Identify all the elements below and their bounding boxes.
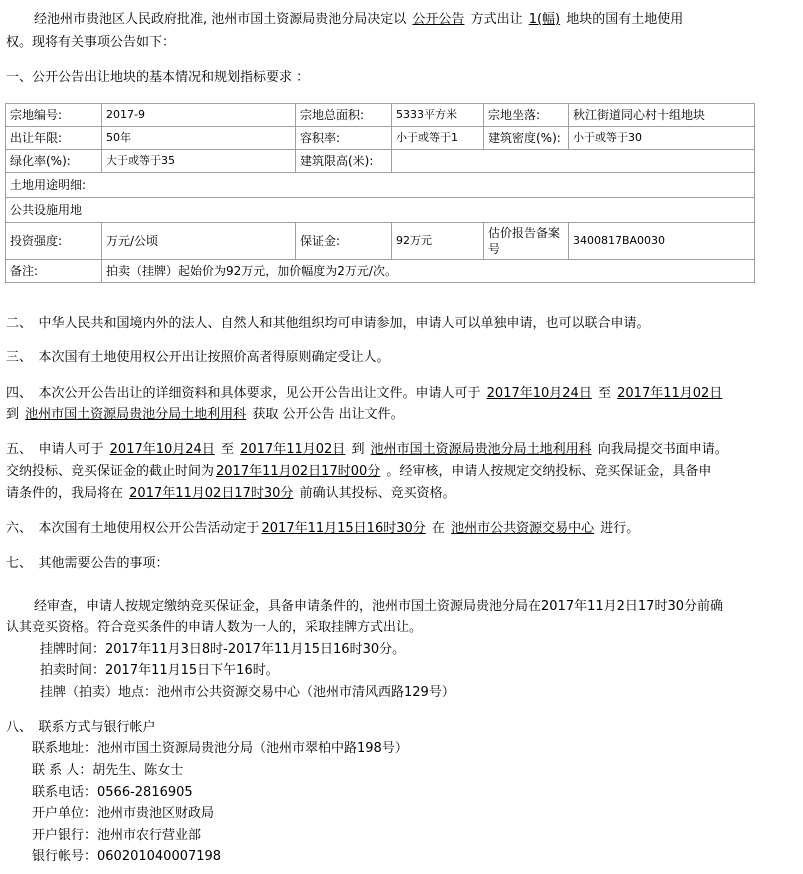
table-cell: 宗地坐落: [484,104,569,127]
table-row [6,127,755,150]
text: 前确认其投标、竞买资格。 [299,486,456,501]
section-4-line-1 [6,384,796,403]
table-cell: 保证金: [296,223,392,260]
parcel-info-table [5,103,755,283]
section-5-line-3 [6,484,796,503]
table-cell: 公共设施用地 [6,198,755,223]
table-row [6,150,755,173]
table-row [6,198,755,223]
table-cell: 建筑限高(米): [296,150,392,173]
table-cell: 建筑密度(%): [484,127,569,150]
intro-text: 经池州市贵池区人民政府批准, 池州市国土资源局贵池分局决定以 [34,12,407,27]
section-6 [6,519,796,538]
text: 至 [597,386,611,401]
auction-location: 挂牌（拍卖）地点：池州市公共资源交易中心（池州市清风西路129号） [40,685,455,700]
text: 交纳投标、竞买保证金的截止时间为 [6,464,215,479]
contact-person: 联 系 人：胡先生、陈女士 [32,763,184,778]
section-1-title: 一、公开公告出让地块的基本情况和规划指标要求 ： [6,70,310,85]
intro-text: 方式出让 [470,12,523,27]
office-name: 池州市国土资源局贵池分局土地利用科 [370,442,592,457]
table-cell: 5333平方米 [392,104,484,127]
table-cell: 92万元 [392,223,484,260]
text: 在 [431,521,445,536]
section-7-body-line-2: 认其竞买资格。符合竞买条件的申请人数为一人的，采取挂牌方式出让。 [6,620,423,635]
text: 获取 公开公告 出让文件。 [252,407,404,422]
table-cell: 2017-9 [102,104,296,127]
table-cell [392,150,755,173]
text: 进行。 [600,521,640,536]
intro-text: 地块的国有土地使用 [566,12,684,27]
account-holder: 开户单位：池州市贵池区财政局 [32,806,215,821]
section-4-line-2 [6,405,796,424]
table-cell: 小于或等于1 [392,127,484,150]
office-name: 池州市国土资源局贵池分局土地利用科 [25,407,247,422]
table-cell: 估价报告备案号 [484,223,569,260]
qualification-deadline: 2017年11月02日17时30分 [129,486,294,501]
table-row [6,104,755,127]
method-value: 公开公告 [412,12,465,27]
auction-time: 2017年11月15日16时30分 [261,521,426,536]
deposit-deadline: 2017年11月02日17时00分 [216,464,381,479]
table-cell: 小于或等于30 [569,127,755,150]
text: 。经审核，申请人按规定交纳投标、竞买保证金，具备申 [386,464,712,479]
intro-line-1 [34,10,794,29]
section-2: 二、 中华人民共和国境内外的法人、自然人和其他组织均可申请参加，申请人可以单独申请，也可以联合申请。 [6,316,650,331]
table-row [6,173,755,198]
bank-account: 银行帐号：060201040007198 [32,849,222,864]
date-start: 2017年10月24日 [109,442,215,457]
bank-name: 开户银行：池州市农行营业部 [32,828,202,843]
contact-address: 联系地址：池州市国土资源局贵池分局（池州市翠柏中路198号） [32,741,408,756]
listing-time: 挂牌时间：2017年11月3日8时-2017年11月15日16时30分。 [40,642,406,657]
table-cell: 秋江街道同心村十组地块 [569,104,755,127]
table-cell: 投资强度: [6,223,102,260]
table-cell: 宗地总面积: [296,104,392,127]
auction-time-note: 拍卖时间：2017年11月15日下午16时。 [40,663,279,678]
table-cell: 备注: [6,260,102,283]
table-row [6,223,755,260]
table-cell: 万元/公顷 [102,223,296,260]
contact-phone: 联系电话：0566-2816905 [32,785,193,800]
table-cell: 3400817BA0030 [569,223,755,260]
section-3: 三、 本次国有土地使用权公开出让按照价高者得原则确定受让人。 [6,350,390,365]
table-cell: 宗地编号: [6,104,102,127]
table-cell: 出让年限: [6,127,102,150]
date-start: 2017年10月24日 [486,386,592,401]
text: 至 [220,442,234,457]
table-cell: 容积率: [296,127,392,150]
text: 五、 申请人可于 [6,442,104,457]
section-8-title: 八、 联系方式与银行帐户 [6,720,156,735]
text: 请条件的，我局将在 [6,486,124,501]
text: 到 [351,442,365,457]
table-cell: 大于或等于35 [102,150,296,173]
auction-venue: 池州市公共资源交易中心 [451,521,595,536]
text: 向我局提交书面申请。 [597,442,728,457]
text: 四、 本次公开公告出让的详细资料和具体要求，见公开公告出让文件。申请人可于 [6,386,481,401]
section-7-title: 七、 其他需要公告的事项： [6,556,169,571]
date-end: 2017年11月02日 [240,442,346,457]
text: 到 [6,407,20,422]
table-cell: 50年 [102,127,296,150]
text: 六、 本次国有土地使用权公开公告活动定于 [6,521,260,536]
date-end: 2017年11月02日 [617,386,723,401]
section-5-line-1 [6,440,796,459]
table-cell: 绿化率(%): [6,150,102,173]
section-5-line-2 [6,462,796,481]
section-7-body-line-1: 经审查，申请人按规定缴纳竞买保证金，具备申请条件的，池州市国土资源局贵池分局在2017年11月2日17时30分前确 [34,599,723,614]
table-cell: 拍卖（挂牌）起始价为92万元，加价幅度为2万元/次。 [102,260,755,283]
intro-line-2: 权。现将有关事项公告如下： [6,35,176,50]
table-row [6,260,755,283]
table-cell: 土地用途明细: [6,173,755,198]
parcel-count: 1(幅) [528,12,561,27]
